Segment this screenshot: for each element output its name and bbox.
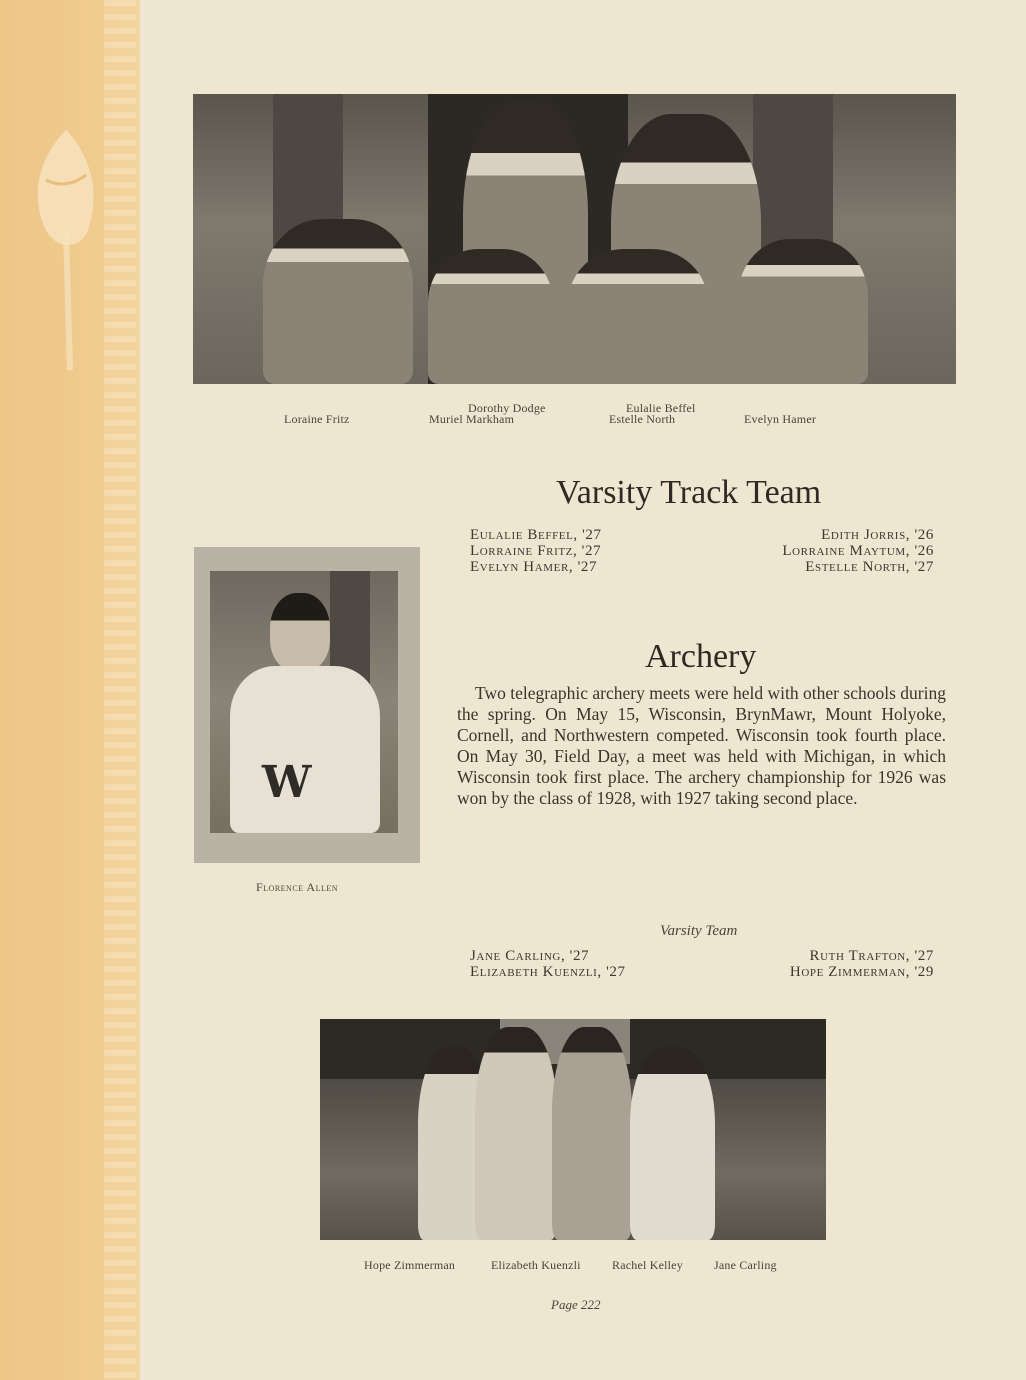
caption-estelle-north: Estelle North [609,412,676,426]
archery-roster-left [470,948,626,980]
caption-florence-allen: Florence Allen [256,880,339,894]
caption-muriel-markham: Muriel Markham [429,412,515,426]
caption-evelyn-hamer: Evelyn Hamer [744,412,817,426]
caption-archer-3: Rachel Kelley [612,1258,683,1272]
caption-dorothy-dodge: Dorothy Dodge [468,401,546,415]
decorative-ornament-icon [26,120,106,380]
archery-member: Jane Carling, '27 [470,948,590,964]
track-member: Estelle North, '27 [805,559,934,575]
track-roster-left [470,527,602,575]
track-team-photo [193,94,956,384]
decorative-side-strip [0,0,140,1380]
archery-paragraph: Two telegraphic archery meets were held with other schools during the spring. On May 15, Wisconsin, BrynMawr, Mount Holyoke, Cornell, and Northwestern competed. Wisconsin took fourth place. On May 30, Field Day, a meet was held with Michigan, in which Wisconsin took first place. The archery championship for 1926 was won by the class of 1928, with 1927 taking second place. [457,683,946,808]
archery-heading: Archery [645,638,757,675]
archery-roster-right [790,948,934,980]
page-number: Page 222 [551,1297,601,1312]
track-member: Lorraine Maytum, '26 [782,543,934,559]
florence-allen-photo [210,571,398,833]
caption-archer-1: Hope Zimmerman [364,1258,456,1272]
archery-team-photo [320,1019,826,1240]
archery-member: Hope Zimmerman, '29 [789,964,934,980]
varsity-team-label: Varsity Team [660,923,738,939]
caption-archer-2: Elizabeth Kuenzli [491,1258,581,1272]
track-member: Edith Jorris, '26 [821,527,934,543]
sweater-letter: W [262,757,312,808]
ornament-trunk [104,0,136,1380]
track-member: Lorraine Fritz, '27 [470,543,602,559]
archery-member: Ruth Trafton, '27 [809,948,934,964]
track-member: Eulalie Beffel, '27 [470,527,602,543]
track-member: Evelyn Hamer, '27 [470,559,598,575]
caption-archer-4: Jane Carling [714,1258,777,1272]
archery-member: Elizabeth Kuenzli, '27 [470,964,626,980]
caption-eulalie-beffel: Eulalie Beffel [626,401,696,415]
track-roster-right [782,527,934,575]
caption-loraine-fritz: Loraine Fritz [284,412,350,426]
track-team-heading: Varsity Track Team [556,474,822,511]
portrait-mount [194,547,420,863]
